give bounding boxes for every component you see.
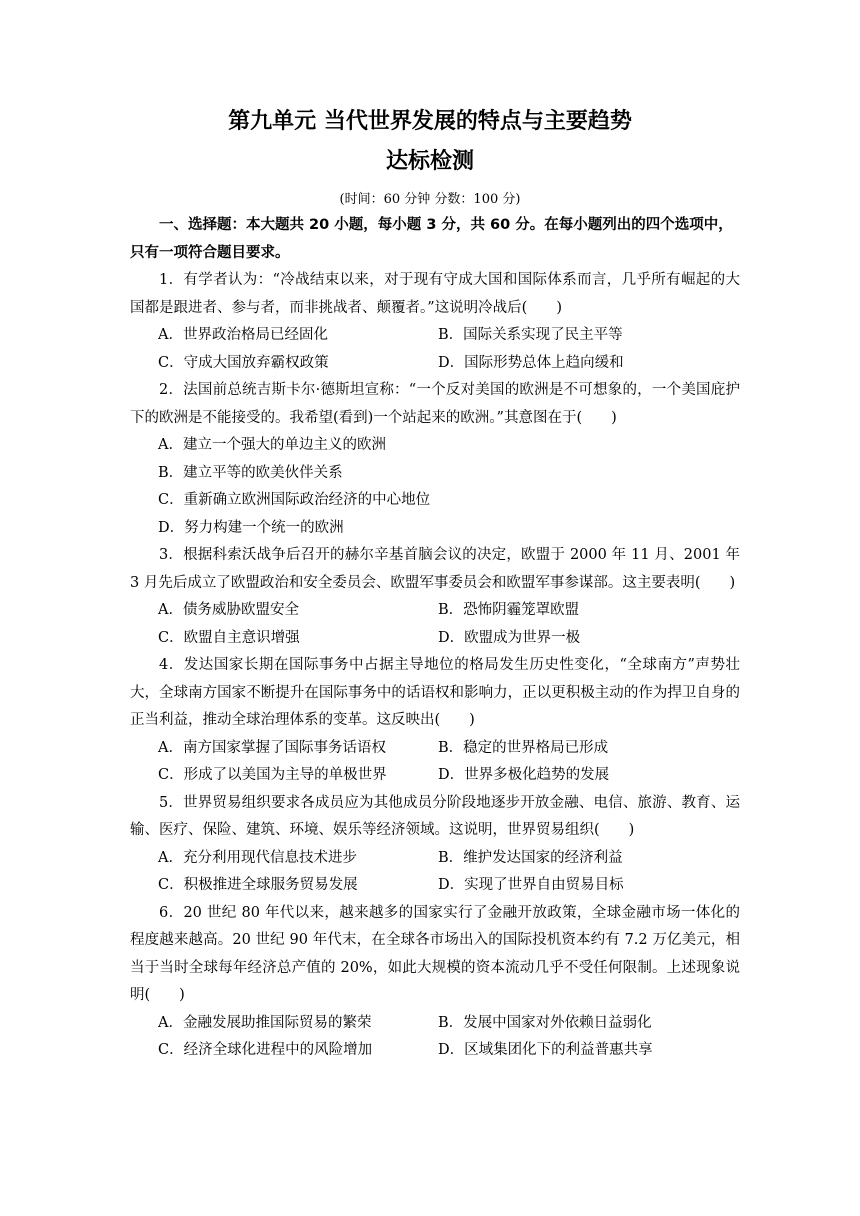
question-stem: 3．根据科索沃战争后召开的赫尔辛基首脑会议的决定，欧盟于 2000 年 11 月、2001 年 3 月先后成立了欧盟政治和安全委员会、欧盟军事委员会和欧盟军事参谋部。这主要表明( ) — [130, 547, 740, 591]
option-b: B．建立平等的欧美伙伴关系 — [158, 464, 343, 481]
exam-subtitle: 达标检测 — [385, 149, 474, 174]
question-1 — [130, 267, 740, 377]
question-stem: 5．世界贸易组织要求各成员应为其他成员分阶段地逐步开放金融、电信、旅游、教育、运输、医疗、保险、建筑、环境、娱乐等经济领域。这说明，世界贸易组织( ) — [130, 794, 740, 838]
option-b: B．发展中国家对外依赖日益弱化 — [438, 1014, 652, 1031]
option-a: A．南方国家掌握了国际事务话语权 — [158, 739, 386, 756]
option-grid — [130, 322, 740, 377]
option-a: A．建立一个强大的单边主义的欧洲 — [158, 437, 386, 453]
option-d: D．国际形势总体上趋向缓和 — [438, 354, 624, 371]
option-d: D．世界多极化趋势的发展 — [438, 767, 610, 783]
option-grid — [130, 1010, 740, 1065]
option-c: C．重新确立欧洲国际政治经济的中心地位 — [158, 492, 431, 508]
option-a: A．世界政治格局已经固化 — [158, 327, 328, 343]
option-b: B．恐怖阴霾笼罩欧盟 — [438, 602, 580, 618]
option-c: C．经济全球化进程中的风险增加 — [158, 1042, 373, 1058]
option-b: B．维护发达国家的经济利益 — [438, 849, 623, 866]
question-stem: 4．发达国家长期在国际事务中占据主导地位的格局发生历史性变化，“全球南方”声势壮大，全球南方国家不断提升在国际事务中的话语权和影响力，正以更积极主动的作为捍卫自身的正当利益，推动全球治理体系的变革。这反映出( ) — [130, 657, 740, 728]
option-d: D．区域集团化下的利益普惠共享 — [438, 1042, 653, 1058]
question-6 — [130, 900, 740, 1065]
question-3 — [130, 542, 740, 652]
option-grid — [130, 845, 740, 900]
option-grid — [130, 597, 740, 652]
option-c: C．欧盟自主意识增强 — [158, 629, 300, 646]
option-c: C．形成了以美国为主导的单极世界 — [158, 767, 387, 783]
section-heading: 一、选择题：本大题共 20 小题，每小题 3 分，共 60 分。在每小题列出的四个选项中，只有一项符合题目要求。 — [130, 217, 733, 261]
option-d: D．努力构建一个统一的欧洲 — [158, 519, 344, 536]
option-grid — [130, 735, 740, 790]
option-c: C．积极推进全球服务贸易发展 — [158, 877, 358, 893]
option-d: D．实现了世界自由贸易目标 — [438, 877, 624, 893]
question-4 — [130, 652, 740, 790]
exam-body — [130, 212, 740, 1065]
option-a: A．金融发展助推国际贸易的繁荣 — [158, 1014, 372, 1031]
question-stem: 1．有学者认为：“冷战结束以来，对于现有守成大国和国际体系而言，几乎所有崛起的大国都是跟进者、参与者，而非挑战者、颠覆者。”这说明冷战后( ) — [130, 272, 740, 316]
option-d: D．欧盟成为世界一极 — [438, 629, 581, 646]
option-a: A．充分利用现代信息技术进步 — [158, 849, 357, 866]
question-stem: 6．20 世纪 80 年代以来，越来越多的国家实行了金融开放政策，全球金融市场一体化的程度越来越高。20 世纪 90 年代末，在全球各市场出入的国际投机资本约有 7.2 万亿美元，相当于当时全球每年经济总产值的 20%，如此大规模的资本流动几乎不受任何限制。上述现象说明( ) — [130, 904, 740, 1003]
question-stem: 2．法国前总统吉斯卡尔·德斯坦宣称：“一个反对美国的欧洲是不可想象的，一个美国庇护下的欧洲是不能接受的。我希望(看到)一个站起来的欧洲。”其意图在于( ) — [130, 382, 740, 426]
question-2 — [130, 377, 740, 542]
question-5 — [130, 790, 740, 900]
time-score-info: (时间：60 分钟 分数：100 分) — [339, 192, 521, 207]
option-b: B．国际关系实现了民主平等 — [438, 327, 623, 343]
unit-title: 第九单元 当代世界发展的特点与主要趋势 — [228, 109, 632, 134]
option-b: B．稳定的世界格局已形成 — [438, 739, 609, 756]
option-a: A．债务威胁欧盟安全 — [158, 602, 299, 618]
option-c: C．守成大国放弃霸权政策 — [158, 354, 329, 371]
